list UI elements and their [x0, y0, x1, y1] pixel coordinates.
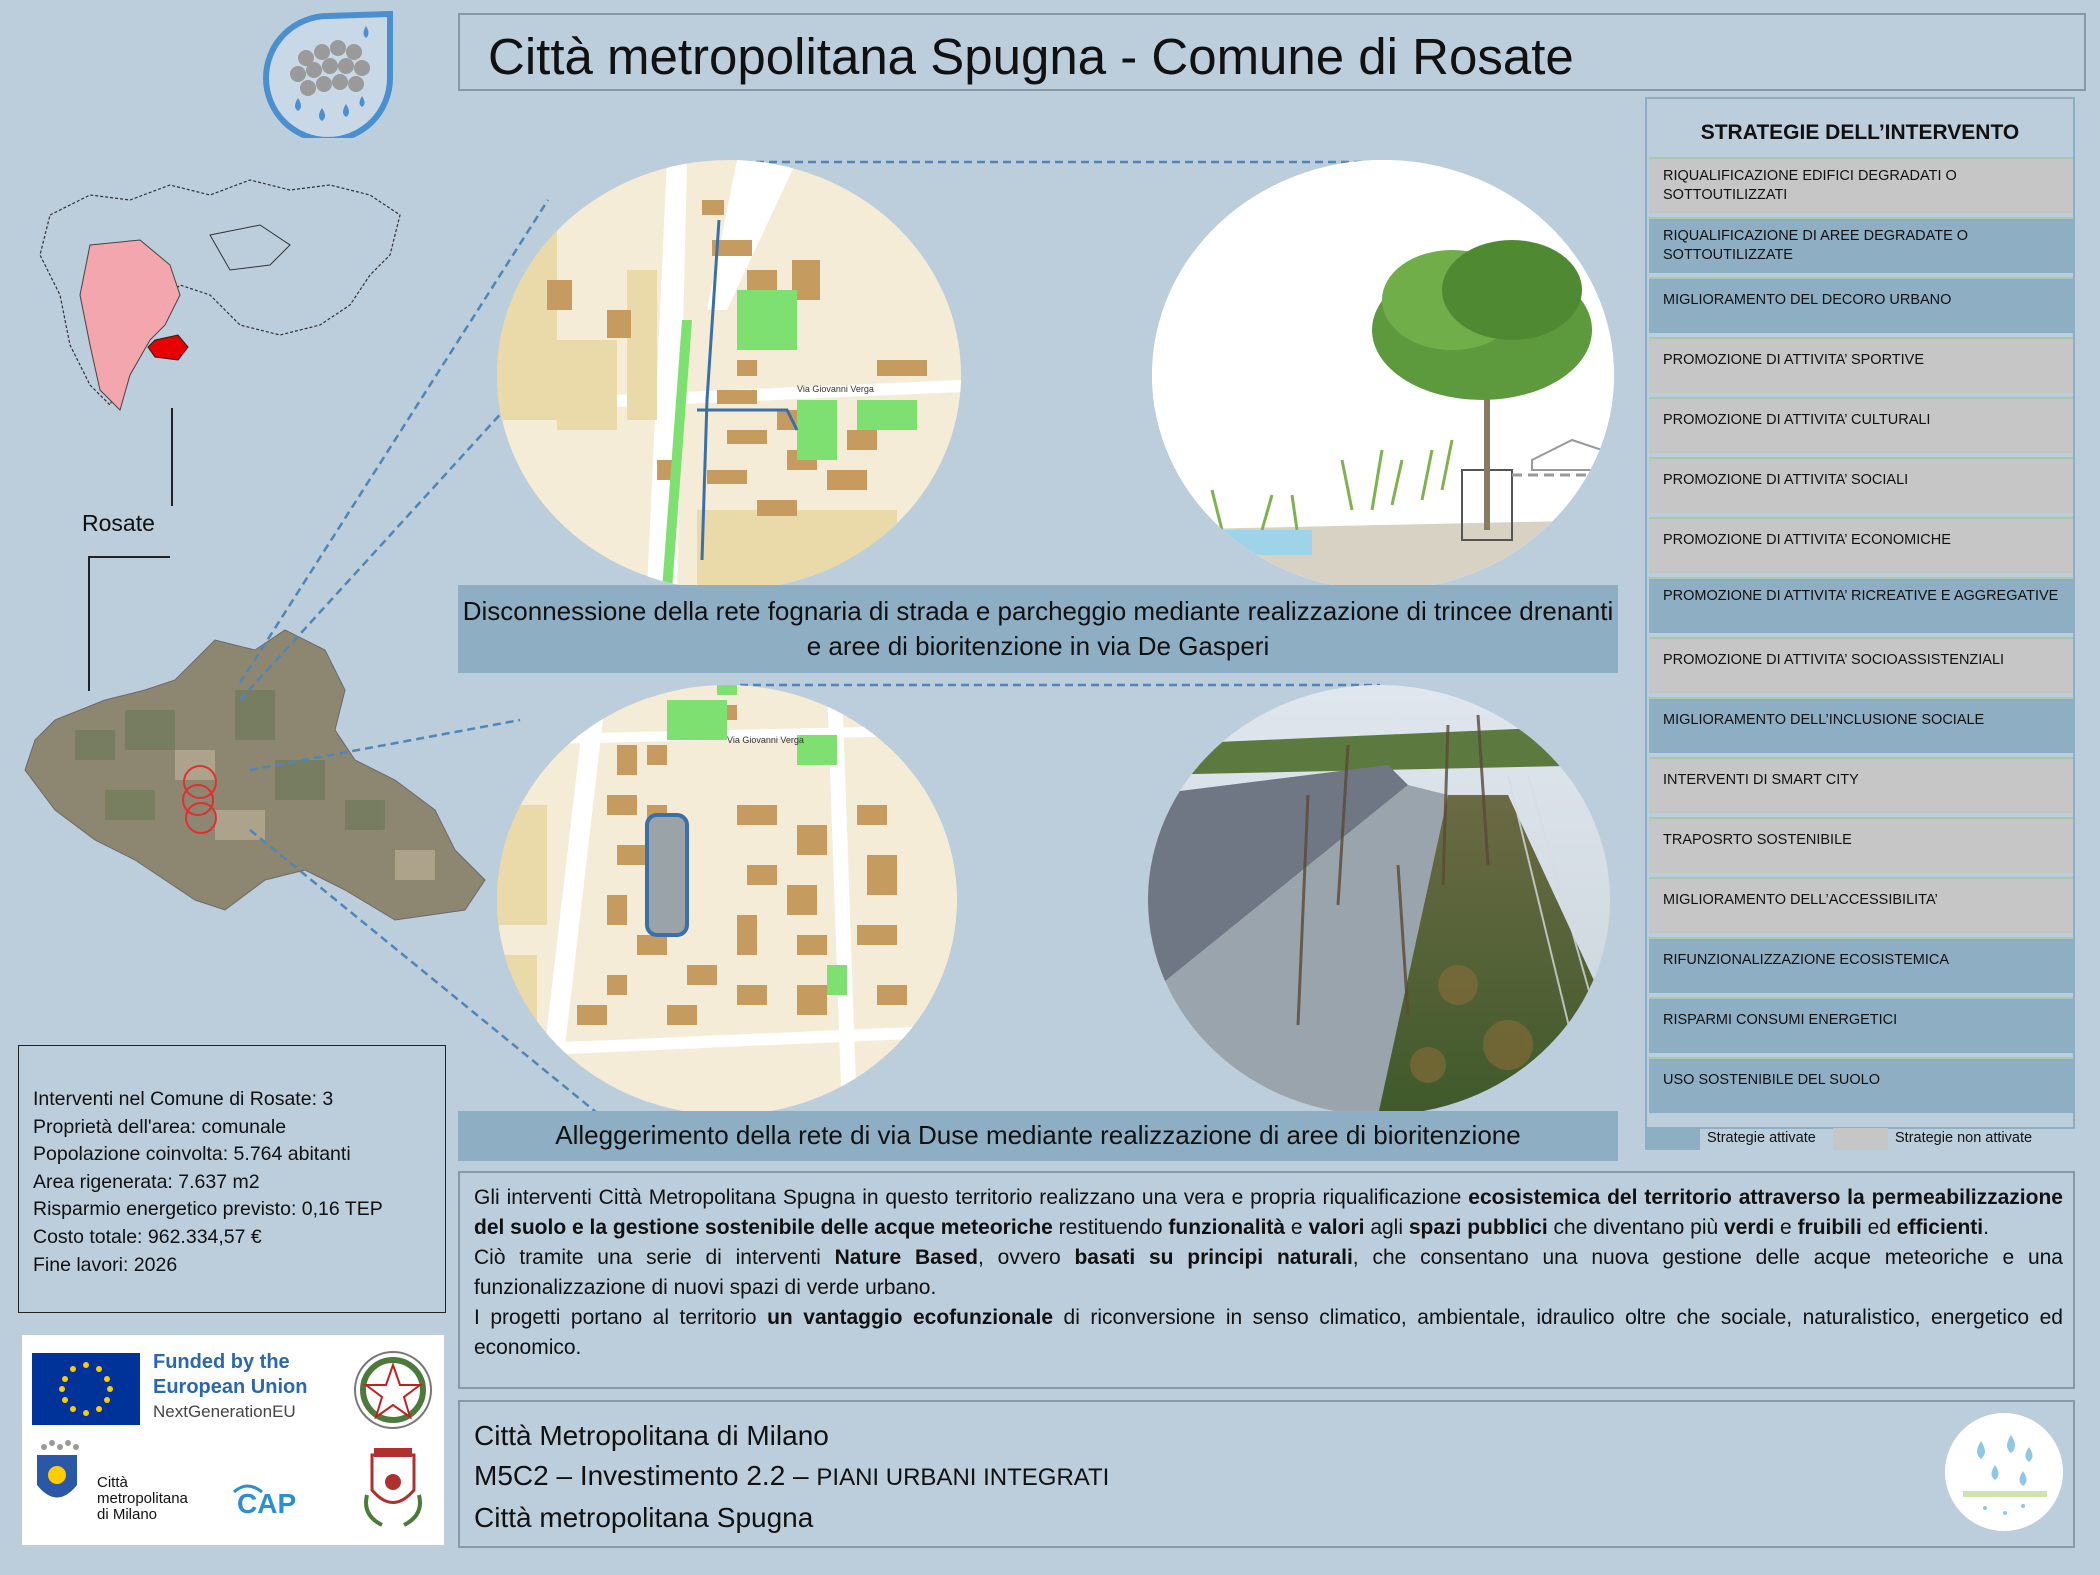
legend-inactive-label: Strategie non attivate: [1895, 1130, 2033, 1146]
eu-text-2: European Union: [153, 1376, 308, 1398]
info-line: Proprietà dell'area: comunale: [33, 1115, 287, 1138]
bioretention-photo: [1148, 685, 1610, 1115]
page-title: Città metropolitana Spugna - Comune di Rosate: [488, 28, 1574, 85]
funding-logos: [22, 1335, 444, 1545]
caption-bottom: Alleggerimento della rete di via Duse mediante realizzazione di aree di bioritenzione: [458, 1111, 1618, 1161]
description-box: [458, 1171, 2075, 1389]
info-line: Risparmio energetico previsto: 0,16 TEP: [33, 1198, 383, 1221]
strategy-item: PROMOZIONE DI ATTIVITA’ SOCIOASSISTENZIALI: [1649, 637, 2073, 693]
info-line: Fine lavori: 2026: [33, 1253, 178, 1276]
strategies-panel: [1645, 97, 2075, 1129]
strategies-title: STRATEGIE DELL’INTERVENTO: [1700, 121, 2020, 144]
legend-active-label: Strategie attivate: [1707, 1130, 1816, 1146]
description-emphasis: basati su principi naturali: [1074, 1246, 1353, 1269]
strategy-item: PROMOZIONE DI ATTIVITA’ CULTURALI: [1649, 397, 2073, 453]
description-emphasis: efficienti: [1896, 1216, 1984, 1239]
footer-line-1: Città Metropolitana di Milano: [474, 1420, 829, 1451]
street-label-2: Via Giovanni Verga: [727, 735, 804, 745]
strategy-item: RISPARMI CONSUMI ENERGETICI: [1649, 997, 2073, 1053]
description-text: che diventano più: [1547, 1216, 1724, 1239]
strategy-item: MIGLIORAMENTO DELL’ACCESSIBILITA’: [1649, 877, 2073, 933]
description-text: restituendo: [1052, 1216, 1169, 1239]
footer-box: [458, 1400, 2075, 1548]
footer-line-2-main: M5C2 – Investimento 2.2 –: [474, 1460, 817, 1491]
info-line: Costo totale: 962.334,57 €: [33, 1225, 262, 1248]
cm-text-2: metropolitana: [97, 1490, 188, 1507]
description-emphasis: fruibili: [1797, 1216, 1862, 1239]
description-emphasis: un vantaggio ecofunzionale: [767, 1306, 1053, 1329]
cap-logo: CAP: [237, 1488, 297, 1519]
description-text: Gli interventi Città Metropolitana Spugna in questo territorio realizzano una vera e propria riqualificazione: [474, 1186, 1469, 1209]
project-info-box: [18, 1045, 446, 1313]
strategy-item: MIGLIORAMENTO DEL DECORO URBANO: [1649, 277, 2073, 333]
rosate-label: Rosate: [82, 510, 155, 536]
description-emphasis: valori: [1308, 1216, 1365, 1239]
eu-text-1: Funded by the: [153, 1351, 290, 1373]
description-text: ed: [1861, 1216, 1897, 1239]
legend-swatch-inactive: [1833, 1128, 1888, 1150]
strategy-item: TRAPOSRTO SOSTENIBILE: [1649, 817, 2073, 873]
footer-line-2: [474, 1456, 2073, 1498]
info-line: Popolazione coinvolta: 5.764 abitanti: [33, 1143, 351, 1166]
cm-text-1: Città: [97, 1474, 128, 1491]
description-text: I progetti portano al territorio: [474, 1306, 768, 1329]
rain-drops-icon: [1945, 1413, 2063, 1531]
site-map-via-duse: [497, 685, 957, 1115]
description-text: , che consentano una nuova gestione delle acque meteoriche e una funzionalizzazione di nuovi spazi di verde urbano.: [474, 1246, 2063, 1299]
strategy-item: USO SOSTENIBILE DEL SUOLO: [1649, 1057, 2073, 1113]
description-paragraph-3: [474, 1303, 2063, 1363]
description-emphasis: Nature Based: [834, 1246, 978, 1269]
strategy-item: MIGLIORAMENTO DELL’INCLUSIONE SOCIALE: [1649, 697, 2073, 753]
description-emphasis: funzionalità: [1168, 1216, 1286, 1239]
description-text: e: [1774, 1216, 1798, 1239]
description-text: .: [1983, 1216, 1989, 1239]
description-emphasis: verdi: [1724, 1216, 1775, 1239]
strategy-item: RIQUALIFICAZIONE DI AREE DEGRADATE O SOTTOUTILIZZATE: [1649, 217, 2073, 273]
strategy-item: PROMOZIONE DI ATTIVITA’ SOCIALI: [1649, 457, 2073, 513]
info-line: Area rigenerata: 7.637 m2: [33, 1170, 260, 1193]
street-label-1: Via Giovanni Verga: [797, 384, 874, 394]
strategy-item: PROMOZIONE DI ATTIVITA’ RICREATIVE E AGGREGATIVE: [1649, 577, 2073, 633]
legend-swatch-active: [1645, 1128, 1700, 1150]
description-emphasis: ecosistemica del territorio attraverso la permeabilizzazione del suolo e la gestione sostenibile delle acque meteoriche: [474, 1186, 2063, 1239]
description-emphasis: spazi pubblici: [1408, 1216, 1548, 1239]
description-paragraph-1: [474, 1183, 2063, 1243]
site-map-de-gasperi: [497, 160, 961, 590]
footer-line-3: Città metropolitana Spugna: [474, 1502, 814, 1533]
info-line: Interventi nel Comune di Rosate: 3: [33, 1088, 334, 1110]
strategy-item: PROMOZIONE DI ATTIVITA’ SPORTIVE: [1649, 337, 2073, 393]
strategy-item: RIFUNZIONALIZZAZIONE ECOSISTEMICA: [1649, 937, 2073, 993]
description-text: Ciò tramite una serie di interventi: [474, 1246, 835, 1269]
bioretention-illustration: [1152, 160, 1614, 590]
eu-text-3: NextGenerationEU: [153, 1402, 296, 1421]
description-text: e: [1285, 1216, 1309, 1239]
cm-text-3: di Milano: [97, 1506, 158, 1523]
strategy-item: INTERVENTI DI SMART CITY: [1649, 757, 2073, 813]
strategies-legend: [1645, 1128, 2075, 1152]
footer-line-2-small: PIANI URBANI INTEGRATI: [816, 1464, 1110, 1491]
caption-top: Disconnessione della rete fognaria di strada e parcheggio mediante realizzazione di trincee drenanti e aree di bioritenzione in via De Gasperi: [458, 585, 1618, 673]
description-text: agli: [1364, 1216, 1409, 1239]
strategy-item: RIQUALIFICAZIONE EDIFICI DEGRADATI O SOTTOUTILIZZATI: [1649, 157, 2073, 213]
strategy-item: PROMOZIONE DI ATTIVITA’ ECONOMICHE: [1649, 517, 2073, 573]
description-paragraph-2: [474, 1243, 2063, 1303]
description-text: di riconversione in senso climatico, ambientale, idraulico oltre che sociale, naturalistico, energetico ed economico.: [474, 1306, 2063, 1359]
description-text: , ovvero: [978, 1246, 1075, 1269]
